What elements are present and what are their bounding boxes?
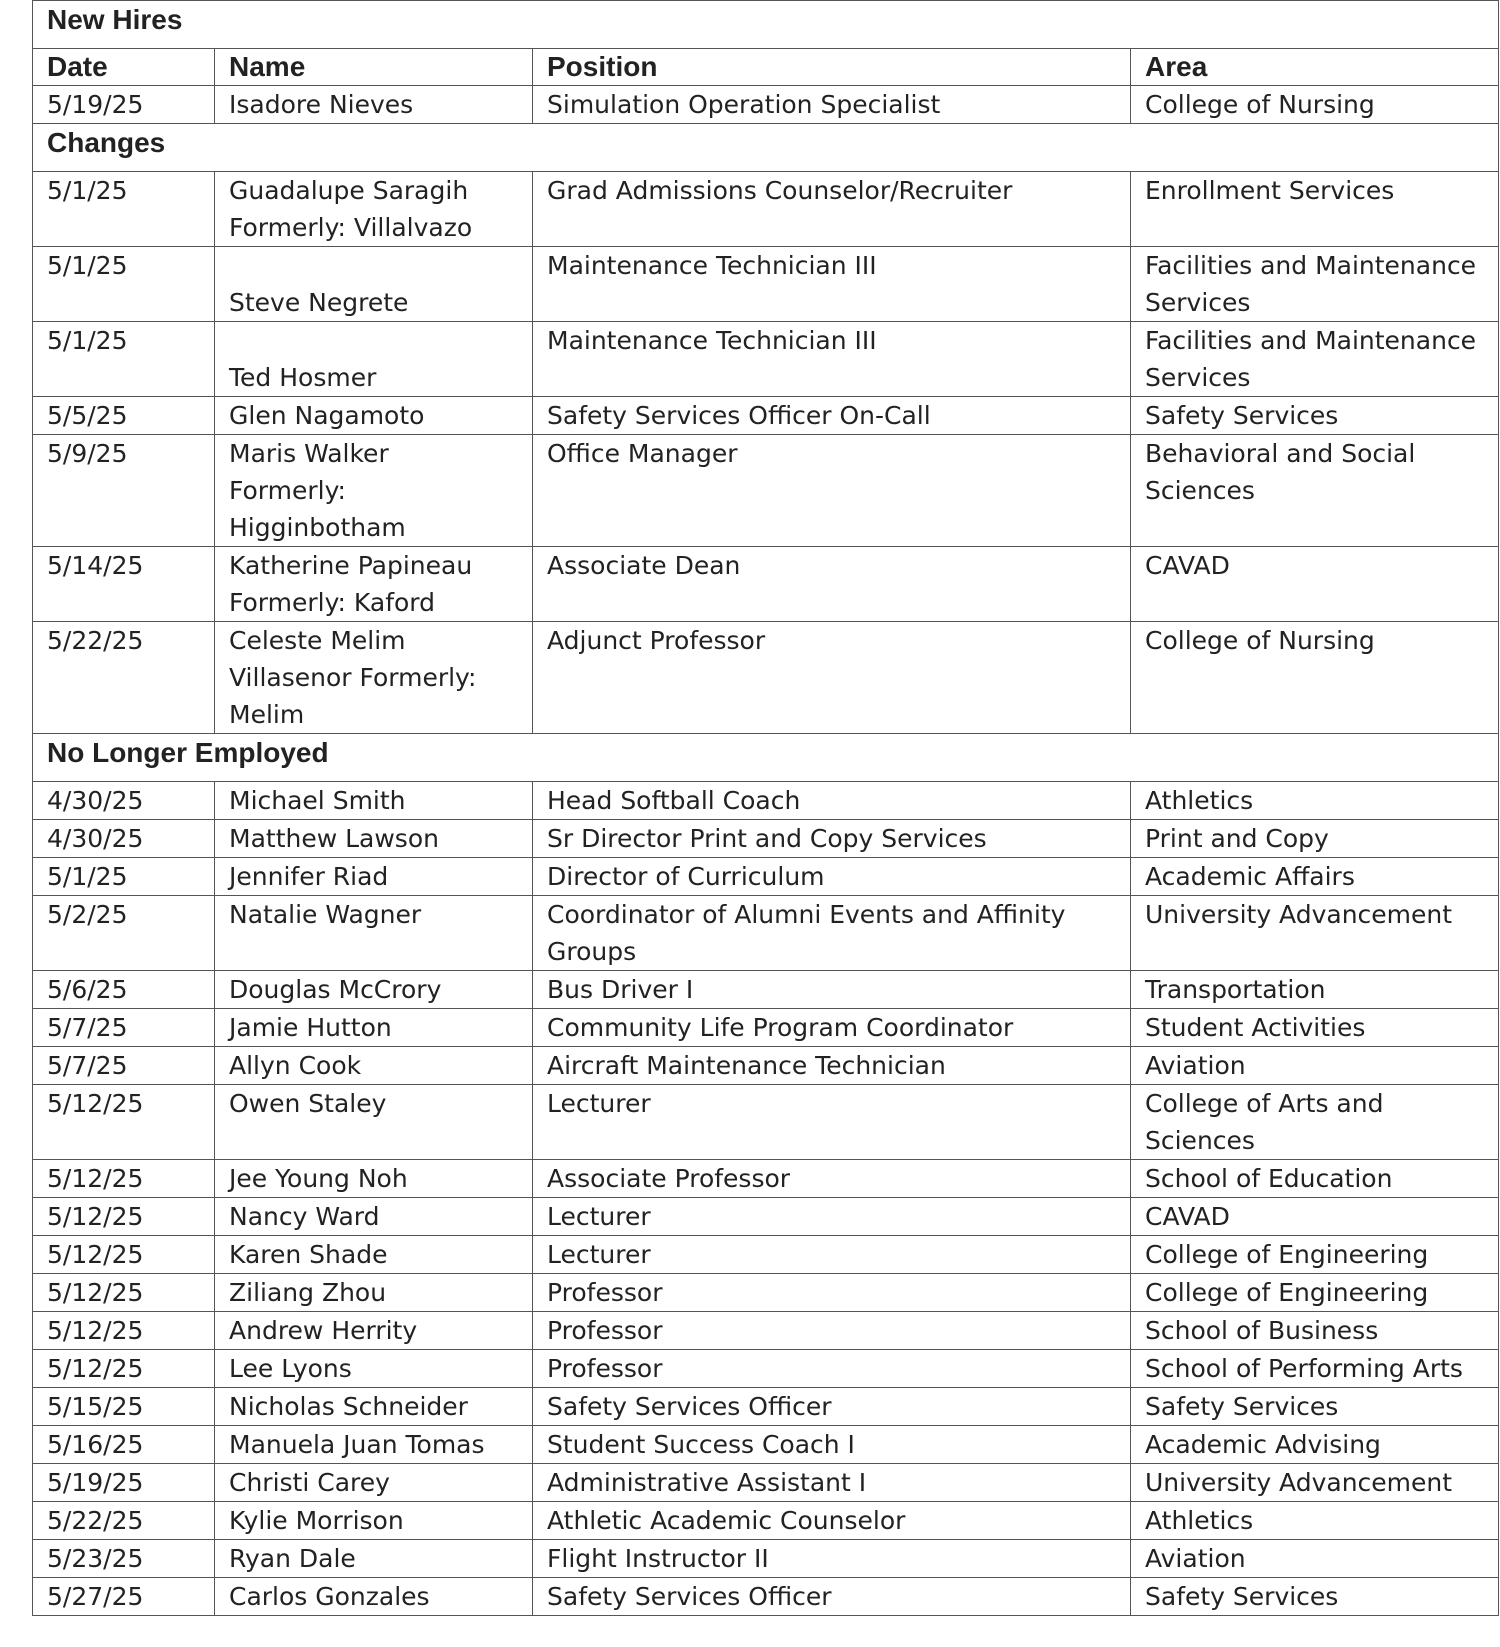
name-text: Jee Young Noh (229, 1164, 408, 1193)
table-row (33, 782, 1499, 820)
section-title-row (33, 734, 1499, 782)
position-text: Associate Professor (547, 1164, 791, 1193)
area-text: School of Education (1145, 1164, 1393, 1193)
cell-date (33, 247, 215, 322)
cell-name (215, 1312, 533, 1350)
name-text: Lee Lyons (229, 1354, 352, 1383)
area-text: Facilities and Maintenance Services (1145, 251, 1477, 317)
cell-area (1131, 1540, 1499, 1578)
area-text: Aviation (1145, 1051, 1246, 1080)
name-text: Steve Negrete (229, 288, 409, 317)
area-text: College of Engineering (1145, 1240, 1429, 1269)
column-header: Position (533, 49, 1131, 86)
cell-name (215, 1350, 533, 1388)
cell-date (33, 172, 215, 247)
area-text: Behavioral and Social Sciences (1145, 439, 1416, 505)
date-text: 5/12/25 (47, 1164, 144, 1193)
position-text: Simulation Operation Specialist (547, 90, 941, 119)
cell-date (33, 435, 215, 547)
cell-date (33, 1085, 215, 1160)
cell-area (1131, 1426, 1499, 1464)
cell-area (1131, 1388, 1499, 1426)
date-text: 5/27/25 (47, 1582, 144, 1611)
cell-date (33, 1198, 215, 1236)
name-text: Isadore Nieves (229, 90, 414, 119)
cell-area (1131, 247, 1499, 322)
cell-name (215, 322, 533, 397)
date-text: 5/12/25 (47, 1089, 144, 1118)
position-text: Grad Admissions Counselor/Recruiter (547, 176, 1013, 205)
area-text: Facilities and Maintenance Services (1145, 326, 1477, 392)
cell-date (33, 1009, 215, 1047)
area-text: School of Performing Arts (1145, 1354, 1463, 1383)
cell-area (1131, 1578, 1499, 1616)
date-text: 5/7/25 (47, 1051, 128, 1080)
name-text: Christi Carey (229, 1468, 390, 1497)
cell-date (33, 547, 215, 622)
cell-name (215, 1464, 533, 1502)
cell-date (33, 1578, 215, 1616)
table-row (33, 397, 1499, 435)
date-text: 5/1/25 (47, 251, 128, 280)
position-text: Administrative Assistant I (547, 1468, 867, 1497)
column-header: Name (215, 49, 533, 86)
cell-position (533, 86, 1131, 124)
position-text: Adjunct Professor (547, 626, 766, 655)
name-text: Manuela Juan Tomas (229, 1430, 485, 1459)
cell-area (1131, 858, 1499, 896)
date-text: 5/12/25 (47, 1316, 144, 1345)
name-text: Nicholas Schneider (229, 1392, 468, 1421)
name-text: Ryan Dale (229, 1544, 356, 1573)
cell-name (215, 1502, 533, 1540)
date-text: 5/1/25 (47, 862, 128, 891)
date-text: 5/12/25 (47, 1202, 144, 1231)
date-text: 5/1/25 (47, 176, 128, 205)
name-text: Carlos Gonzales (229, 1582, 430, 1611)
column-header: Date (33, 49, 215, 86)
position-text: Student Success Coach I (547, 1430, 855, 1459)
section-title: Changes (33, 124, 1499, 172)
cell-area (1131, 1350, 1499, 1388)
table-row (33, 820, 1499, 858)
table-row (33, 1047, 1499, 1085)
area-text: Academic Affairs (1145, 862, 1355, 891)
position-text: Head Softball Coach (547, 786, 801, 815)
section-title: No Longer Employed (33, 734, 1499, 782)
cell-area (1131, 547, 1499, 622)
cell-name (215, 1426, 533, 1464)
name-text: Michael Smith (229, 786, 406, 815)
date-text: 5/22/25 (47, 626, 144, 655)
table-row (33, 1540, 1499, 1578)
position-text: Associate Dean (547, 551, 741, 580)
position-text: Director of Curriculum (547, 862, 825, 891)
cell-position (533, 1502, 1131, 1540)
cell-date (33, 1350, 215, 1388)
table-row (33, 1578, 1499, 1616)
cell-name (215, 1388, 533, 1426)
cell-date (33, 1047, 215, 1085)
date-text: 5/1/25 (47, 326, 128, 355)
area-text: CAVAD (1145, 1202, 1230, 1231)
cell-area (1131, 1502, 1499, 1540)
cell-name (215, 1540, 533, 1578)
area-text: School of Business (1145, 1316, 1379, 1345)
cell-position (533, 1350, 1131, 1388)
table-row (33, 1312, 1499, 1350)
cell-area (1131, 322, 1499, 397)
position-text: Athletic Academic Counselor (547, 1506, 906, 1535)
cell-position (533, 172, 1131, 247)
position-text: Sr Director Print and Copy Services (547, 824, 987, 853)
cell-area (1131, 1047, 1499, 1085)
section-title-row (33, 1, 1499, 49)
name-text: Jennifer Riad (229, 862, 389, 891)
area-text: College of Arts and Sciences (1145, 1089, 1384, 1155)
cell-position (533, 1312, 1131, 1350)
cell-position (533, 397, 1131, 435)
section-title-row (33, 124, 1499, 172)
area-text: University Advancement (1145, 900, 1453, 929)
cell-area (1131, 86, 1499, 124)
cell-position (533, 820, 1131, 858)
table-row (33, 322, 1499, 397)
name-text: Nancy Ward (229, 1202, 380, 1231)
table-row (33, 1464, 1499, 1502)
cell-position (533, 435, 1131, 547)
date-text: 4/30/25 (47, 824, 144, 853)
cell-date (33, 622, 215, 734)
position-text: Flight Instructor II (547, 1544, 769, 1573)
cell-name (215, 1578, 533, 1616)
date-text: 5/15/25 (47, 1392, 144, 1421)
cell-area (1131, 820, 1499, 858)
table-row (33, 1350, 1499, 1388)
name-text: Jamie Hutton (229, 1013, 392, 1042)
area-text: University Advancement (1145, 1468, 1453, 1497)
date-text: 5/5/25 (47, 401, 128, 430)
personnel-changes-table (32, 0, 1499, 1616)
name-text: Ziliang Zhou (229, 1278, 387, 1307)
cell-area (1131, 782, 1499, 820)
name-text: Maris Walker Formerly: Higginbotham (229, 439, 406, 542)
area-text: Enrollment Services (1145, 176, 1395, 205)
date-text: 5/16/25 (47, 1430, 144, 1459)
area-text: College of Nursing (1145, 626, 1375, 655)
cell-date (33, 1502, 215, 1540)
position-text: Professor (547, 1278, 663, 1307)
cell-date (33, 858, 215, 896)
date-text: 5/2/25 (47, 900, 128, 929)
section-title: New Hires (33, 1, 1499, 49)
position-text: Professor (547, 1354, 663, 1383)
cell-position (533, 1426, 1131, 1464)
cell-date (33, 820, 215, 858)
table-row (33, 1198, 1499, 1236)
date-text: 5/12/25 (47, 1354, 144, 1383)
name-text: Karen Shade (229, 1240, 388, 1269)
area-text: Safety Services (1145, 1582, 1339, 1611)
cell-position (533, 1009, 1131, 1047)
cell-date (33, 1388, 215, 1426)
cell-date (33, 1160, 215, 1198)
cell-name (215, 247, 533, 322)
cell-name (215, 1160, 533, 1198)
cell-name (215, 547, 533, 622)
position-text: Lecturer (547, 1089, 651, 1118)
area-text: Student Activities (1145, 1013, 1366, 1042)
cell-date (33, 1464, 215, 1502)
table-row (33, 1085, 1499, 1160)
cell-name (215, 820, 533, 858)
table-row (33, 86, 1499, 124)
area-text: College of Nursing (1145, 90, 1375, 119)
cell-area (1131, 172, 1499, 247)
table-row (33, 547, 1499, 622)
cell-date (33, 1312, 215, 1350)
cell-date (33, 971, 215, 1009)
cell-position (533, 547, 1131, 622)
name-text: Andrew Herrity (229, 1316, 418, 1345)
cell-position (533, 1047, 1131, 1085)
date-text: 5/19/25 (47, 90, 144, 119)
cell-date (33, 1274, 215, 1312)
name-text: Glen Nagamoto (229, 401, 425, 430)
date-text: 5/14/25 (47, 551, 144, 580)
cell-position (533, 1160, 1131, 1198)
cell-name (215, 86, 533, 124)
cell-position (533, 1274, 1131, 1312)
name-text: Natalie Wagner (229, 900, 422, 929)
area-text: Academic Advising (1145, 1430, 1381, 1459)
cell-area (1131, 397, 1499, 435)
cell-name (215, 896, 533, 971)
cell-position (533, 622, 1131, 734)
area-text: Athletics (1145, 1506, 1254, 1535)
cell-position (533, 1578, 1131, 1616)
cell-position (533, 1388, 1131, 1426)
cell-position (533, 1236, 1131, 1274)
cell-date (33, 1540, 215, 1578)
cell-date (33, 322, 215, 397)
cell-date (33, 86, 215, 124)
name-text: Guadalupe Saragih Formerly: Villalvazo (229, 176, 473, 242)
cell-position (533, 247, 1131, 322)
table-row (33, 1426, 1499, 1464)
cell-name (215, 1085, 533, 1160)
date-text: 5/7/25 (47, 1013, 128, 1042)
cell-area (1131, 1085, 1499, 1160)
position-text: Safety Services Officer On-Call (547, 401, 931, 430)
table-row (33, 1009, 1499, 1047)
position-text: Office Manager (547, 439, 738, 468)
name-text: Owen Staley (229, 1089, 387, 1118)
position-text: Lecturer (547, 1240, 651, 1269)
area-text: CAVAD (1145, 551, 1230, 580)
position-text: Community Life Program Coordinator (547, 1013, 1014, 1042)
date-text: 5/22/25 (47, 1506, 144, 1535)
cell-name (215, 1274, 533, 1312)
date-text: 5/9/25 (47, 439, 128, 468)
cell-position (533, 1464, 1131, 1502)
table-row (33, 247, 1499, 322)
position-text: Safety Services Officer (547, 1582, 832, 1611)
area-text: Safety Services (1145, 1392, 1339, 1421)
area-text: Print and Copy (1145, 824, 1329, 853)
position-text: Maintenance Technician III (547, 326, 877, 355)
name-text: Douglas McCrory (229, 975, 442, 1004)
table-row (33, 971, 1499, 1009)
table-row (33, 172, 1499, 247)
cell-date (33, 397, 215, 435)
cell-position (533, 858, 1131, 896)
position-text: Professor (547, 1316, 663, 1345)
position-text: Maintenance Technician III (547, 251, 877, 280)
table-row (33, 1502, 1499, 1540)
cell-name (215, 1047, 533, 1085)
column-header-row (33, 49, 1499, 86)
cell-position (533, 1540, 1131, 1578)
area-text: Aviation (1145, 1544, 1246, 1573)
cell-date (33, 896, 215, 971)
table-row (33, 1236, 1499, 1274)
cell-area (1131, 1274, 1499, 1312)
table-row (33, 622, 1499, 734)
cell-area (1131, 1236, 1499, 1274)
cell-name (215, 1198, 533, 1236)
cell-name (215, 782, 533, 820)
cell-area (1131, 971, 1499, 1009)
cell-position (533, 782, 1131, 820)
position-text: Safety Services Officer (547, 1392, 832, 1421)
name-text: Ted Hosmer (229, 363, 377, 392)
cell-area (1131, 1464, 1499, 1502)
cell-name (215, 622, 533, 734)
name-text: Celeste Melim Villasenor Formerly: Melim (229, 626, 477, 729)
cell-area (1131, 896, 1499, 971)
cell-area (1131, 435, 1499, 547)
cell-area (1131, 1009, 1499, 1047)
area-text: Athletics (1145, 786, 1254, 815)
date-text: 5/19/25 (47, 1468, 144, 1497)
position-text: Coordinator of Alumni Events and Affinity Groups (547, 900, 1066, 966)
cell-name (215, 172, 533, 247)
position-text: Bus Driver I (547, 975, 694, 1004)
date-text: 4/30/25 (47, 786, 144, 815)
cell-area (1131, 1160, 1499, 1198)
cell-name (215, 971, 533, 1009)
cell-name (215, 858, 533, 896)
name-text: Allyn Cook (229, 1051, 362, 1080)
cell-area (1131, 1312, 1499, 1350)
cell-date (33, 1236, 215, 1274)
date-text: 5/12/25 (47, 1240, 144, 1269)
column-header: Area (1131, 49, 1499, 86)
position-text: Lecturer (547, 1202, 651, 1231)
cell-name (215, 397, 533, 435)
cell-name (215, 1009, 533, 1047)
cell-date (33, 782, 215, 820)
cell-area (1131, 622, 1499, 734)
position-text: Aircraft Maintenance Technician (547, 1051, 946, 1080)
area-text: Transportation (1145, 975, 1326, 1004)
area-text: College of Engineering (1145, 1278, 1429, 1307)
cell-area (1131, 1198, 1499, 1236)
cell-name (215, 435, 533, 547)
table-row (33, 1274, 1499, 1312)
cell-date (33, 1426, 215, 1464)
cell-position (533, 896, 1131, 971)
date-text: 5/12/25 (47, 1278, 144, 1307)
name-text: Kylie Morrison (229, 1506, 404, 1535)
cell-position (533, 1198, 1131, 1236)
table-row (33, 896, 1499, 971)
date-text: 5/6/25 (47, 975, 128, 1004)
cell-name (215, 1236, 533, 1274)
cell-position (533, 322, 1131, 397)
name-text: Katherine Papineau Formerly: Kaford (229, 551, 473, 617)
table-row (33, 858, 1499, 896)
table-row (33, 435, 1499, 547)
cell-position (533, 971, 1131, 1009)
cell-position (533, 1085, 1131, 1160)
name-text: Matthew Lawson (229, 824, 439, 853)
date-text: 5/23/25 (47, 1544, 144, 1573)
area-text: Safety Services (1145, 401, 1339, 430)
table-row (33, 1160, 1499, 1198)
table-row (33, 1388, 1499, 1426)
